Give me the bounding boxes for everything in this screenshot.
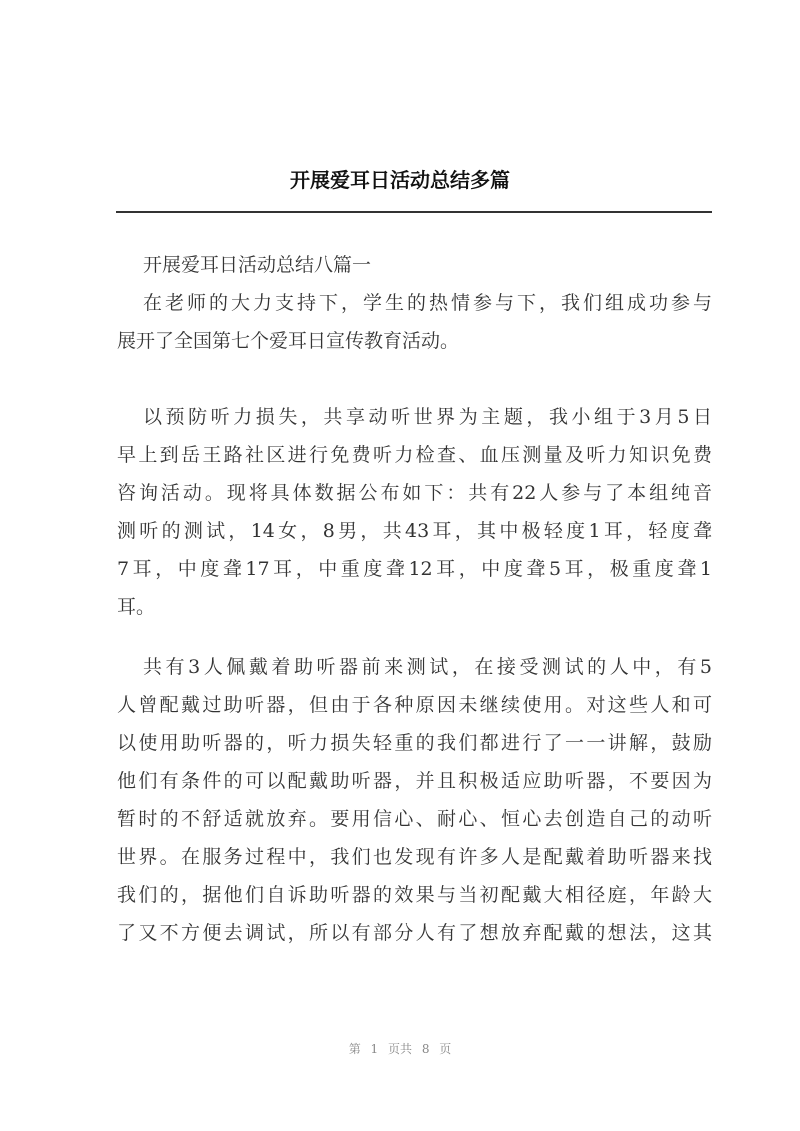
- paragraph-line: 他们有条件的可以配戴助听器，并且积极适应助听器，不要因为: [117, 770, 712, 792]
- paragraph-line: 在老师的大力支持下，学生的热情参与下，我们组成功参与: [143, 292, 712, 314]
- paragraph-line: 早上到岳王路社区进行免费听力检查、血压测量及听力知识免费: [117, 444, 712, 466]
- paragraph-line: 测听的测试，14女，8男，共43耳，其中极轻度1耳，轻度聋: [117, 520, 712, 542]
- paragraph-line: 了又不方便去调试，所以有部分人有了想放弃配戴的想法，这其: [117, 922, 712, 944]
- document-title: 开展爱耳日活动总结多篇: [290, 168, 510, 192]
- paragraph-line: 共有3人佩戴着助听器前来测试，在接受测试的人中，有5: [143, 656, 712, 678]
- paragraph-line: 耳。: [117, 596, 156, 618]
- paragraph-line: 我们的，据他们自诉助听器的效果与当初配戴大相径庭，年龄大: [117, 884, 712, 906]
- paragraph-line: 暂时的不舒适就放弃。要用信心、耐心、恒心去创造自己的动听: [117, 808, 712, 830]
- paragraph-line: 以使用助听器的，听力损失轻重的我们都进行了一一讲解，鼓励: [117, 732, 712, 754]
- page-footer: 第 1 页共 8 页: [348, 1042, 452, 1056]
- paragraph-line: 世界。在服务过程中，我们也发现有许多人是配戴着助听器来找: [117, 846, 712, 868]
- paragraph-line: 人曾配戴过助听器，但由于各种原因未继续使用。对这些人和可: [117, 694, 712, 716]
- paragraph-line: 以预防听力损失，共享动听世界为主题，我小组于3月5日: [143, 406, 712, 428]
- title-divider: [116, 211, 712, 213]
- section-heading: 开展爱耳日活动总结八篇一: [143, 254, 372, 276]
- paragraph-line: 咨询活动。现将具体数据公布如下：共有22人参与了本组纯音: [117, 482, 712, 504]
- paragraph-line: 展开了全国第七个爱耳日宣传教育活动。: [117, 330, 460, 352]
- paragraph-line: 7耳，中度聋17耳，中重度聋12耳，中度聋5耳，极重度聋1: [117, 558, 712, 580]
